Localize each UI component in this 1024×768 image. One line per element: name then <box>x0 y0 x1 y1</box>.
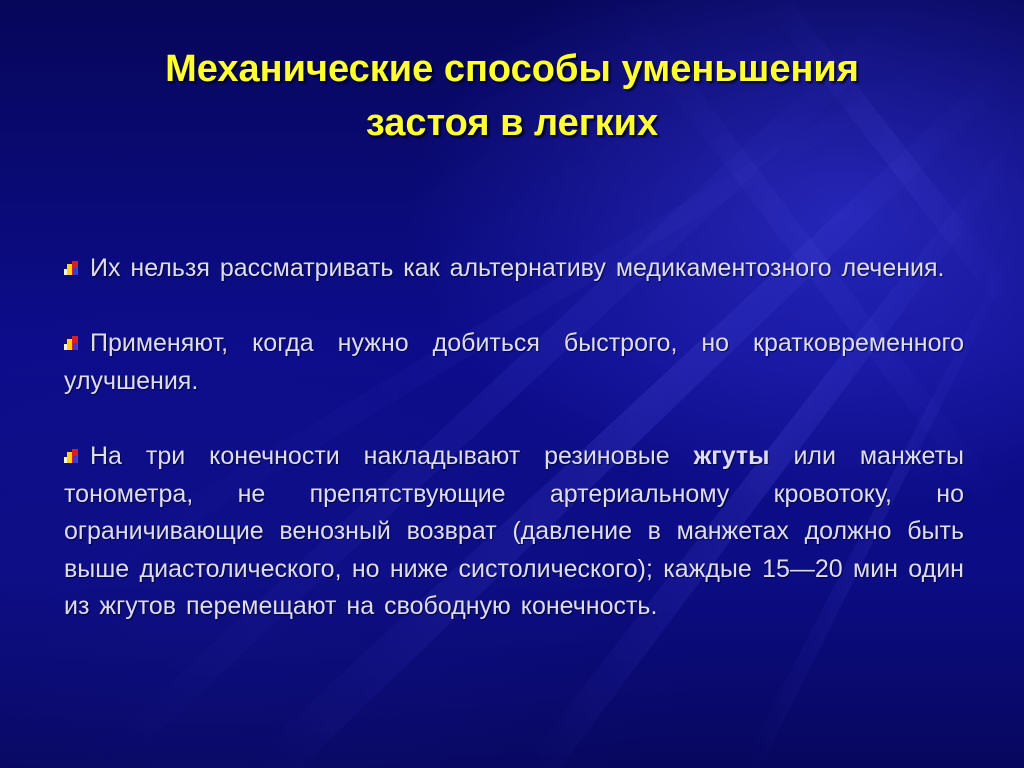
bullet-text-3-start: На три конечности накладывают резиновые <box>90 441 694 470</box>
bullet-text-3-end: или манжеты тонометра, не препятствующие артериальному кровотоку, но ограничивающие венозный возврат (давление в манжетах должно быть выше диастолического, но ниже систолического); каждые 15—20 мин один из жгутов перемещают на свободную конечность. <box>64 441 964 621</box>
stacked-blocks-bullet-icon <box>64 261 78 275</box>
bullet-list <box>64 250 964 664</box>
bullet-item-1 <box>64 250 964 288</box>
bullet-item-2 <box>64 325 964 400</box>
stacked-blocks-bullet-icon <box>64 449 78 463</box>
title-line-2: застоя в легких <box>365 102 659 144</box>
bullet-text-3-bold: жгуты <box>693 441 770 470</box>
bullet-text-2: Применяют, когда нужно добиться быстрого, но кратковременного улучшения. <box>64 329 964 395</box>
bullet-text-1: Их нельзя рассматривать как альтернативу медикаментозного лечения. <box>90 254 945 282</box>
stacked-blocks-bullet-icon <box>64 336 78 350</box>
slide-title <box>0 42 1024 150</box>
bullet-item-3 <box>64 438 964 626</box>
title-line-1: Механические способы уменьшения <box>165 48 859 90</box>
